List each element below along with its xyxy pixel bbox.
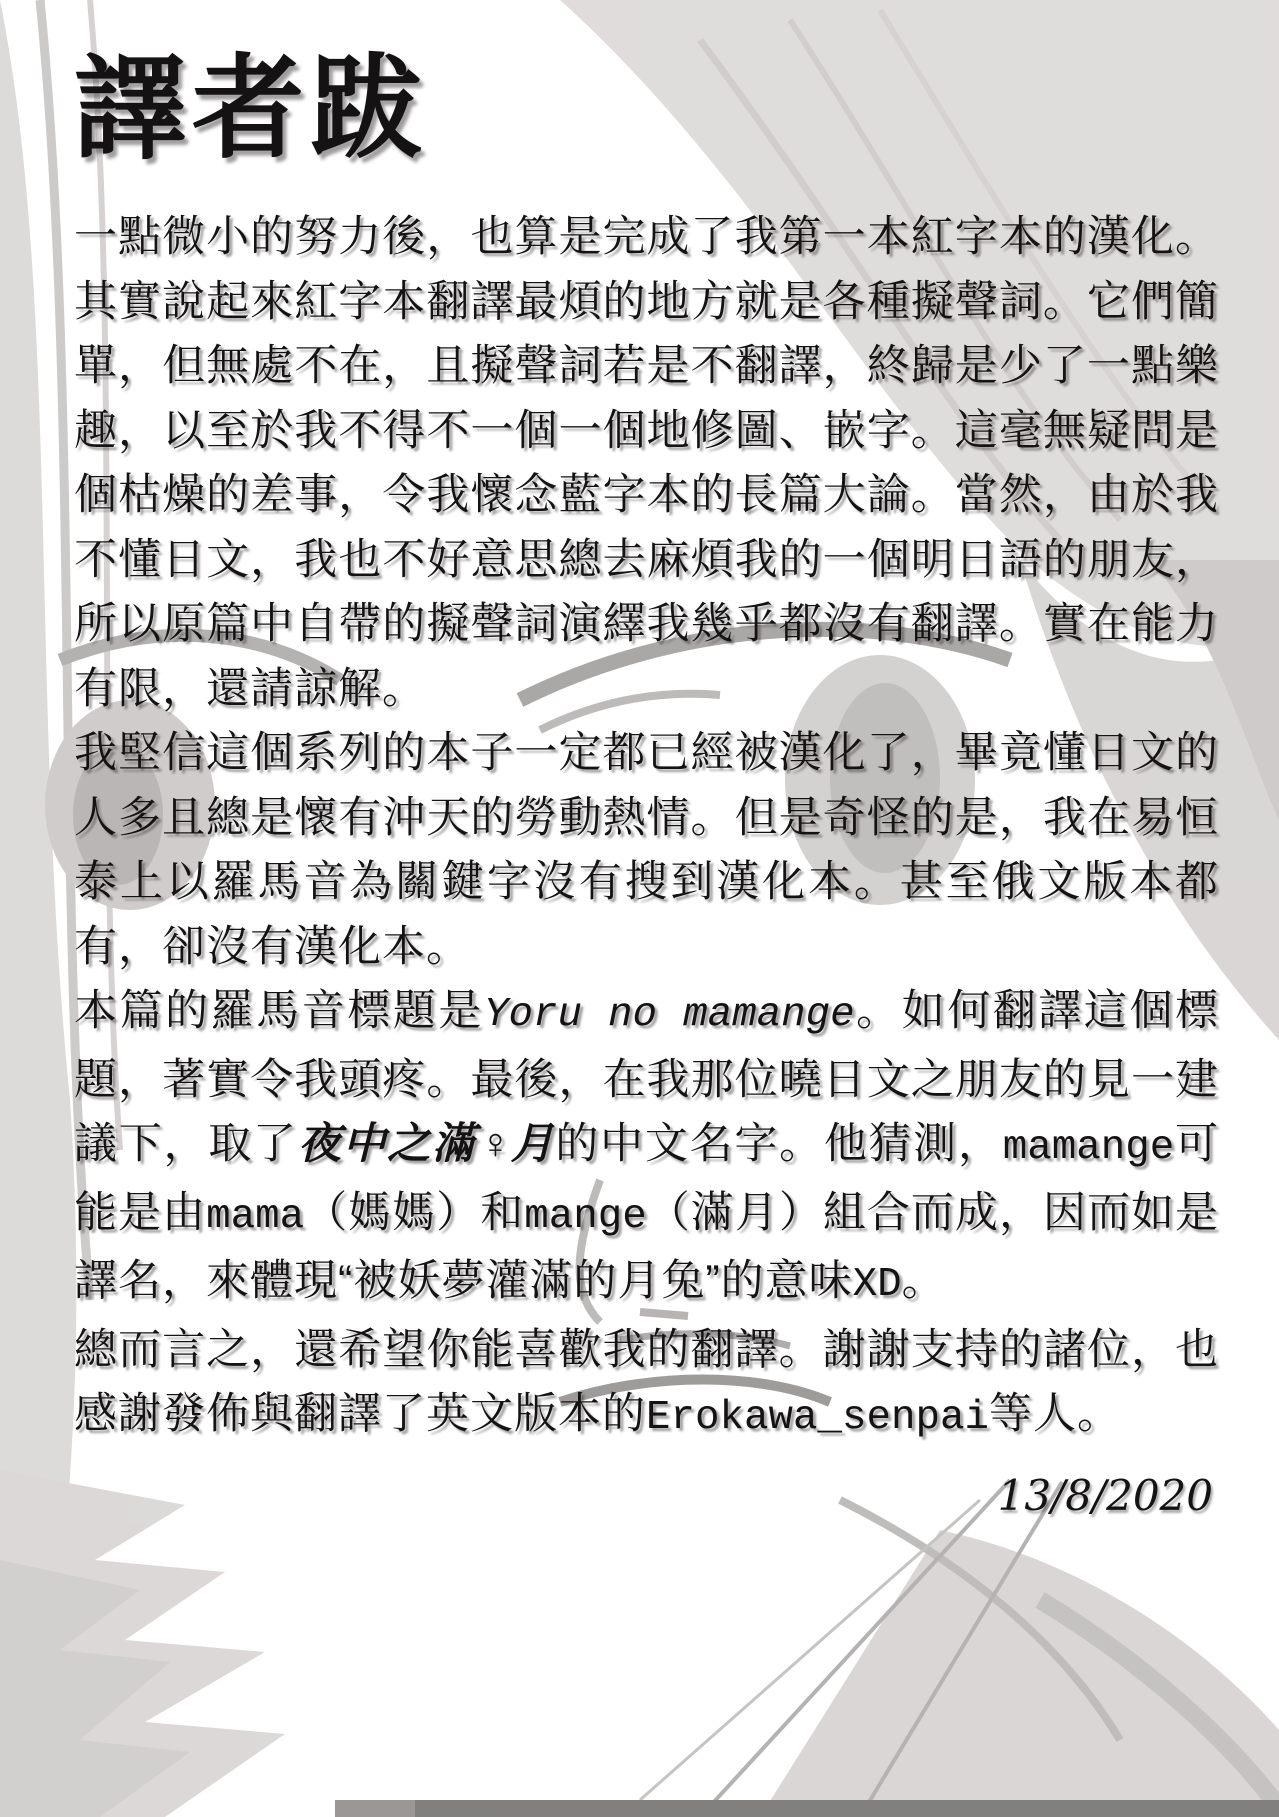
afterword-paragraphs (74, 205, 1219, 1451)
text-segment: （媽媽）和 (304, 1188, 525, 1237)
text-segment: 夜中之滿♀月 (297, 1120, 556, 1169)
sketch-bottom-left (0, 1470, 285, 1817)
text-segment: mange (524, 1193, 647, 1240)
text-segment: 。如何翻譯這個標題，著實令我頭疼。最後，在我那位曉日文之朋友的見一建議下，取了 (74, 987, 1220, 1169)
page-title: 譯者跋 (74, 46, 428, 171)
text-segment: mamange (1002, 1125, 1175, 1172)
sketch-bottom-right (640, 1480, 1279, 1817)
text-segment: 總而言之，還希望你能喜歡我的翻譯。謝謝支持的諸位，也感謝發佈與翻譯了英文版本的 (74, 1325, 1219, 1439)
text-segment: Yoru no mamange (483, 992, 855, 1039)
paragraph (74, 205, 1219, 721)
paragraph (74, 721, 1219, 979)
paragraph (74, 979, 1219, 1318)
text-segment: 可能是由 (74, 1120, 1220, 1237)
text-segment: mama (206, 1193, 305, 1240)
text-segment: 我堅信這個系列的本子一定都已經被漢化了，畢竟懂日文的人多且總是懷有沖天的勞動熱情。但是奇怪的是，我在易恒泰上以羅馬音為關鍵字沒有搜到漢化本。甚至俄文版本都有，卻沒有漢化本。 (74, 729, 1219, 971)
date-text: 13/8/2020 (997, 1470, 1213, 1520)
text-segment: 等人。 (989, 1390, 1122, 1439)
text-segment: 的中文名字。他猜測， (555, 1120, 1003, 1169)
paragraph (74, 1318, 1219, 1451)
text-segment: 一點微小的努力後，也算是完成了我第一本紅字本的漢化。其實說起來紅字本翻譯最煩的地方就是各種擬聲詞。它們簡單，但無處不在，且擬聲詞若是不翻譯，終歸是少了一點樂趣，以至於我不得不一個一個地修圖、嵌字。這毫無疑問是個枯燥的差事，令我懷念藍字本的長篇大論。當然，由於我不懂日文，我也不好意思總去麻煩我的一個明日語的朋友，所以原篇中自帶的擬聲詞演繹我幾乎都沒有翻譯。實在能力有限，還請諒解。 (74, 213, 1219, 713)
text-segment: 。 (901, 1257, 946, 1306)
text-segment: （滿月）組合而成，因而如是譯名，來體現“被妖夢灌滿的月兔”的意味 (74, 1188, 1220, 1306)
text-segment: Erokawa_senpai (646, 1395, 990, 1442)
sketch-bottom-bar (335, 1800, 1279, 1817)
text-segment: 本篇的羅馬音標題是 (74, 987, 484, 1036)
text-segment: XD (852, 1262, 902, 1309)
